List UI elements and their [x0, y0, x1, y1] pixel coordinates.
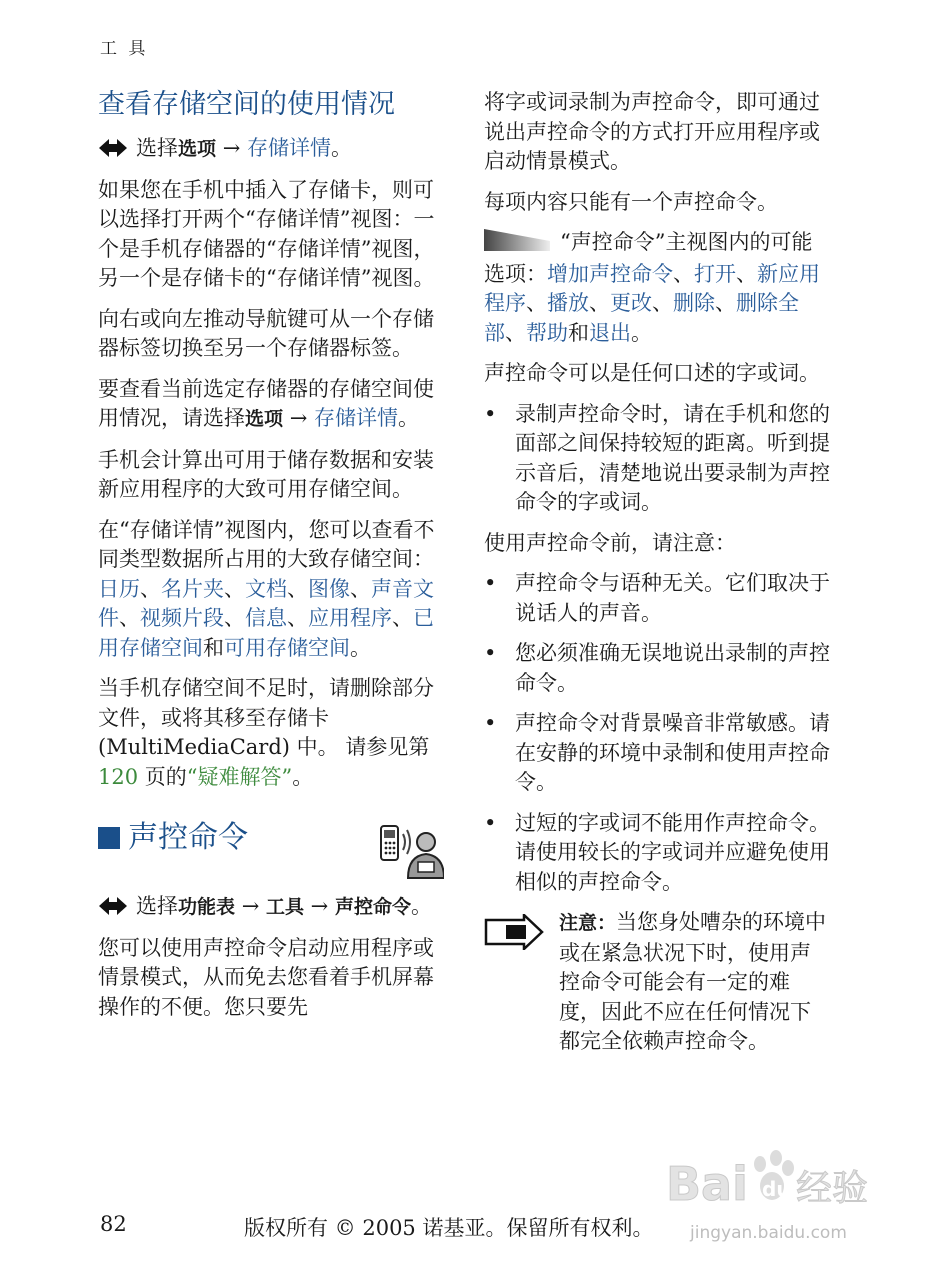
voice-section-title-row — [98, 818, 444, 886]
paragraph: 如果您在手机中插入了存储卡，则可以选择打开两个“存储详情”视图：一个是手机存储器的“存储详情”视图，另一个是存储卡的“存储详情”视图。 — [98, 177, 435, 290]
bullet-icon: • — [484, 571, 497, 595]
watermark-url: jingyan.baidu.com — [690, 1223, 847, 1243]
list-link[interactable]: 应用程序 — [308, 606, 392, 630]
list-link[interactable]: 日历 — [98, 576, 140, 601]
bullet-icon: • — [484, 641, 497, 665]
paragraph: 每项内容只能有一个声控命令。 — [484, 189, 778, 214]
list-link[interactable]: 播放 — [547, 291, 589, 315]
paragraph: 声控命令可以是任何口述的字或词。 — [484, 361, 820, 385]
list-link[interactable]: 图像 — [308, 576, 350, 601]
voice-command-phone-icon — [378, 822, 444, 886]
list-item: • 过短的字或词不能用作声控命令。请使用较长的字或词并应避免使用相似的声控命令。 — [484, 810, 830, 894]
svg-text:du: du — [762, 1177, 791, 1201]
copyright-notice: 版权所有 © 2005 诺基亚。保留所有权利。 — [244, 1216, 654, 1240]
navigation-key-icon — [98, 138, 128, 158]
list-link[interactable]: 新应用程序 — [484, 261, 820, 315]
note-text: 注意：当您身处嘈杂的环境中或在紧急状况下时，使用声控命令可能会有一定的难度，因此不应在任何情况下都完全依赖声控命令。 — [559, 910, 827, 1053]
list-link[interactable]: 文档 — [245, 576, 287, 601]
bullet-icon: • — [484, 810, 497, 835]
note-hand-icon — [484, 908, 559, 1068]
list-item: • 声控命令对背景噪音非常敏感。请在安静的环境中录制和使用声控命令。 — [484, 711, 830, 794]
paragraph: 当手机存储空间不足时，请删除部分文件，或将其移至存储卡 (MultiMediaCard) 中。 请参见第 120 页的“疑难解答”。 — [98, 676, 434, 789]
paragraph: 您可以使用声控命令启动应用程序或情景模式，从而免去您看着手机屏幕操作的不便。您只要先 — [98, 935, 434, 1019]
ramp-icon — [484, 229, 550, 260]
svg-text:经验: 经验 — [796, 1168, 869, 1209]
svg-text:Bai: Bai — [666, 1157, 748, 1211]
list-link[interactable]: 已用存储空间 — [98, 606, 434, 660]
storage-details-link[interactable]: 存储详情 — [246, 136, 331, 160]
page-number: 82 — [100, 1212, 127, 1236]
list-link[interactable]: 退出 — [589, 320, 631, 345]
paragraph: 手机会计算出可用于储存数据和安装新应用程序的大致可用存储空间。 — [98, 447, 434, 501]
square-bullet-icon — [98, 827, 120, 849]
paragraph: 要查看当前选定存储器的存储空间使用情况，请选择选项 → 存储详情。 — [98, 376, 434, 430]
list-item: • 声控命令与语种无关。它们取决于说话人的声音。 — [484, 571, 830, 625]
storage-path: 选择选项 → 存储详情。 — [98, 134, 444, 165]
list-item: • 您必须准确无误地说出录制的声控命令。 — [484, 641, 830, 695]
list-link[interactable]: 信息 — [245, 606, 287, 630]
bullet-icon: • — [484, 401, 497, 426]
section-header: 工 具 — [100, 39, 149, 59]
list-link[interactable]: 名片夹 — [161, 576, 224, 601]
list-link[interactable]: 增加声控命令 — [547, 261, 673, 286]
list-link[interactable]: 声音文件 — [98, 576, 434, 630]
paragraph: 向右或向左推动导航键可从一个存储器标签切换至另一个存储器标签。 — [98, 306, 434, 360]
bullet-icon: • — [484, 711, 497, 735]
navigation-key-icon — [98, 896, 128, 916]
list-link[interactable]: 帮助 — [526, 320, 568, 345]
list-link[interactable]: 删除 — [673, 291, 715, 315]
troubleshooting-link[interactable]: “疑难解答” — [186, 764, 293, 789]
list-link[interactable]: 可用存储空间 — [224, 635, 350, 660]
paragraph: 将字或词录制为声控命令，即可通过说出声控命令的方式打开应用程序或启动情景模式。 — [484, 90, 820, 173]
paragraph: 使用声控命令前，请注意： — [484, 530, 736, 555]
list-link[interactable]: 删除全部 — [484, 291, 799, 345]
list-link[interactable]: 视频片段 — [140, 606, 224, 630]
storage-types-paragraph: 在“存储详情”视图内，您可以查看不同类型数据所占用的大致存储空间：日历、名片夹、文档、图像、声音文件、视频片段、信息、应用程序、已用存储空间和可用存储空间。 — [98, 517, 435, 660]
storage-heading: 查看存储空间的使用情况 — [98, 89, 395, 120]
list-link[interactable]: 更改 — [610, 291, 652, 315]
options-paragraph: “声控命令”主视图内的可能选项：增加声控命令、打开、新应用程序、播放、更改、删除、删除全部、帮助和退出。 — [484, 230, 820, 345]
list-link[interactable]: 打开 — [694, 261, 736, 286]
note-box — [484, 908, 830, 1068]
voice-command-path: 选择功能表 → 工具 → 声控命令。 — [98, 892, 444, 923]
list-item: • 录制声控命令时，请在手机和您的面部之间保持较短的距离。听到提示音后，清楚地说出要录制为声控命令的字或词。 — [484, 401, 830, 514]
right-column — [484, 88, 830, 1068]
bullet-list — [484, 569, 830, 897]
bullet-list — [484, 400, 830, 518]
storage-details-link[interactable]: 存储详情 — [313, 406, 398, 430]
voice-commands-heading: 声控命令 — [98, 818, 248, 858]
left-column — [98, 86, 444, 1033]
